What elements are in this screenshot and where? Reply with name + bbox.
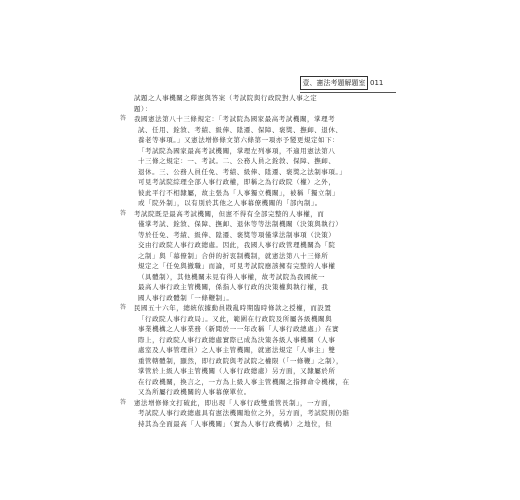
text-line: 憲法增修條文打破此，即出現「人事行政雙重管長制」，一方面， — [134, 398, 336, 407]
text-line: 之制」與「幕僚制」合併的折衷制機制，就憲法第八十三條所 — [138, 251, 329, 260]
text-line: 重管轄體制，顯然，即行政院與考試院之權限（「一條鞭」之制）， — [138, 356, 343, 365]
text-line: 或「院外制」，以有別於其他之人事幕僚機關的「部內制」。 — [138, 199, 322, 207]
text-line: （具體制），其他機關未見有得人事權，故考試院為我國統一 — [138, 272, 326, 281]
text-line: 掌管於上級人事主管機關（人事行政總處）另方面，又隸屬於所 — [138, 367, 336, 375]
text-line: 「行政院人事行政局」。又此，範圍在行政院及所屬各級機關與 — [138, 314, 333, 323]
page-number: 011 — [370, 79, 384, 87]
text-line: 十三條之規定：一、考試。二、公務人員之銓敘、保障、撫卹、 — [138, 157, 336, 165]
text-line: 交由行政院人事行政總處。因此，我國人事行政管理機關為「院 — [138, 241, 336, 249]
text-line: 試、任用、銓敘、考績、級俸、陞遷、保障、褒獎、撫卹、退休、 — [138, 125, 343, 134]
text-line: 退休。三、公務人員任免、考績、級俸、陞遷、褒獎之法制事項。」 — [138, 167, 347, 176]
text-line: 試題之人事機關之釋憲與答案（考試院與行政院對人事之定 — [134, 94, 318, 102]
chapter-label: 壹、憲法考題解題室 — [300, 76, 368, 90]
text-line: 我國憲法第八十三條規定：「考試院為國家最高考試機關，掌理考 — [134, 115, 336, 123]
text-line: 在行政機關，換言之，一方為上級人事主管機關之指揮命令機構，在 — [138, 377, 350, 386]
text-line: 養老等事項。」又憲法增修條文第六條第一項亦予變更規定如下： — [138, 136, 340, 144]
question-paragraph — [120, 93, 405, 114]
answer-paragraph — [120, 209, 405, 304]
text-line: 最高人事行政主管機關，係指人事行政的決策權與執行權，我 — [138, 283, 329, 291]
text-line: 考試院人事行政總處具有憲法機關地位之外，另方面，考試院則仍維 — [138, 409, 350, 417]
text-line: 可見考試院綜理全部人事行政權，即稱之為行政院（權）之外， — [138, 178, 336, 186]
text-line: 處室及人事管理員）之人事主管機關，就憲法規定「人事主」雙 — [138, 346, 336, 354]
paragraph-mark: 答 — [120, 304, 127, 311]
paragraph-mark: 答 — [120, 115, 127, 122]
text-line: 國人事行政體制「一條鞭制」。 — [138, 293, 234, 302]
answer-paragraph — [120, 114, 405, 209]
text-line: 持其為全面最高「人事機關」（實為人事行政機構）之地位，但 — [138, 419, 333, 428]
text-line: 「考試院為國家最高考試機關，掌理左列事項，不適用憲法第八 — [138, 146, 336, 155]
text-line: 又為所屬行政機關的人事幕僚單位。 — [138, 388, 251, 396]
page-body — [120, 93, 405, 429]
text-line: 事業機構之人事業務（新聞於一一年改稱「人事行政總處」）在實 — [138, 325, 340, 333]
running-header — [300, 76, 396, 94]
paragraph-mark: 答 — [120, 398, 127, 406]
text-line: 等於任免、考績、級俸、陞遷、褒獎等項僅掌法制事項（決策） — [138, 230, 336, 239]
text-line: 題）： — [134, 104, 152, 113]
text-line: 民國五十六年，總統依據動員戡亂時期臨時條款之授權，而設置 — [134, 304, 332, 312]
text-line: 僅掌考試、銓敘、保障、撫卹、退休等等法制機關（決策與執行） — [138, 220, 343, 228]
text-line: 際上，行政院人事行政總處實際已成為決策各級人事機關（人事 — [138, 335, 336, 344]
answer-paragraph — [120, 303, 405, 398]
paragraph-mark: 答 — [120, 209, 127, 217]
text-line: 彼此平行不相隸屬，故主張為「人事獨立機關」，被稱「獨立制」 — [138, 188, 340, 197]
text-line: 考試院既是最高考試機關，但憲不得有全部完整的人事權，而 — [134, 209, 325, 218]
text-line: 規定之「任免與撤職」而論，可見考試院應該擁有完整的人事權 — [138, 262, 336, 270]
answer-paragraph — [120, 398, 405, 430]
